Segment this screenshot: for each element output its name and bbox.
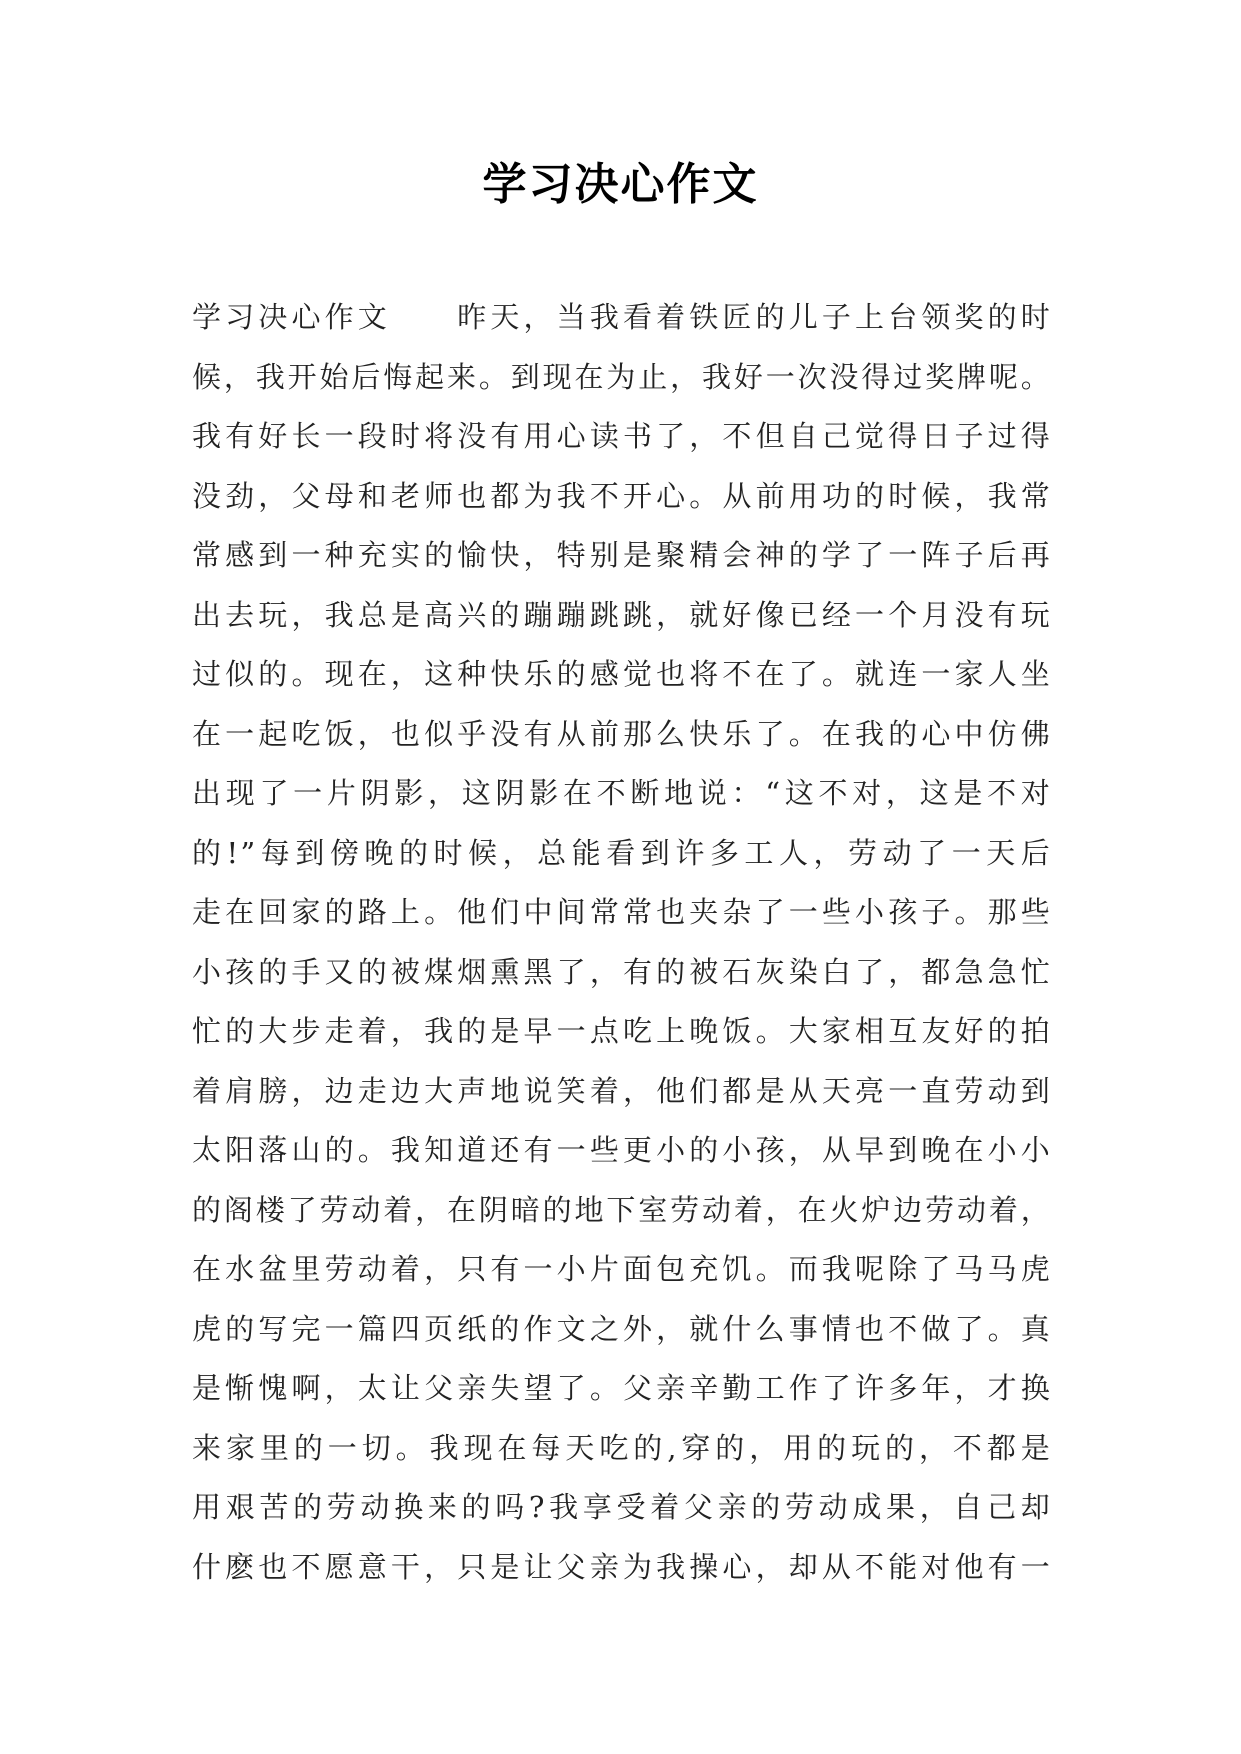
body-line: 在水盆里劳动着，只有一小片面包充饥。而我呢除了马马虎: [192, 1252, 1052, 1286]
body-line: 着肩膀，边走边大声地说笑着，他们都是从天亮一直劳动到: [192, 1073, 1052, 1108]
document-body: [192, 288, 1052, 1597]
body-line: 虎的写完一篇四页纸的作文之外，就什么事情也不做了。真: [192, 1311, 1052, 1346]
body-line: 小孩的手又的被煤烟熏黑了，有的被石灰染白了，都急急忙: [192, 954, 1052, 989]
body-line: 是惭愧啊，太让父亲失望了。父亲辛勤工作了许多年，才换: [192, 1371, 1052, 1405]
body-line: 用艰苦的劳动换来的吗?我享受着父亲的劳动成果，自己却: [192, 1490, 1052, 1524]
body-line: 什麽也不愿意干，只是让父亲为我操心，却从不能对他有一: [192, 1549, 1052, 1584]
body-line: 过似的。现在，这种快乐的感觉也将不在了。就连一家人坐: [192, 657, 1052, 691]
body-line: 出现了一片阴影，这阴影在不断地说：“这不对，这是不对: [192, 776, 1052, 810]
body-line: 学习决心作文 昨天，当我看着铁匠的儿子上台领奖的时: [192, 300, 1052, 334]
body-line: 候，我开始后悔起来。到现在为止，我好一次没得过奖牌呢。: [192, 359, 1052, 394]
body-line: 没劲，父母和老师也都为我不开心。从前用功的时候，我常: [192, 478, 1052, 513]
body-line: 在一起吃饭，也似乎没有从前那么快乐了。在我的心中仿佛: [192, 716, 1052, 751]
body-line: 的!”每到傍晚的时候，总能看到许多工人，劳动了一天后: [192, 835, 1052, 870]
body-line: 走在回家的路上。他们中间常常也夹杂了一些小孩子。那些: [192, 895, 1052, 929]
body-line: 的阁楼了劳动着，在阴暗的地下室劳动着，在火炉边劳动着，: [192, 1192, 1052, 1227]
body-line: 我有好长一段时将没有用心读书了，不但自己觉得日子过得: [192, 419, 1052, 453]
body-line: 出去玩，我总是高兴的蹦蹦跳跳，就好像已经一个月没有玩: [192, 597, 1052, 632]
body-line: 来家里的一切。我现在每天吃的,穿的，用的玩的，不都是: [192, 1430, 1052, 1465]
body-line: 忙的大步走着，我的是早一点吃上晚饭。大家相互友好的拍: [192, 1014, 1052, 1048]
body-line: 常感到一种充实的愉快，特别是聚精会神的学了一阵子后再: [192, 538, 1052, 572]
body-line: 太阳落山的。我知道还有一些更小的小孩，从早到晚在小小: [192, 1133, 1052, 1167]
document-title: 学习决心作文: [482, 159, 759, 210]
